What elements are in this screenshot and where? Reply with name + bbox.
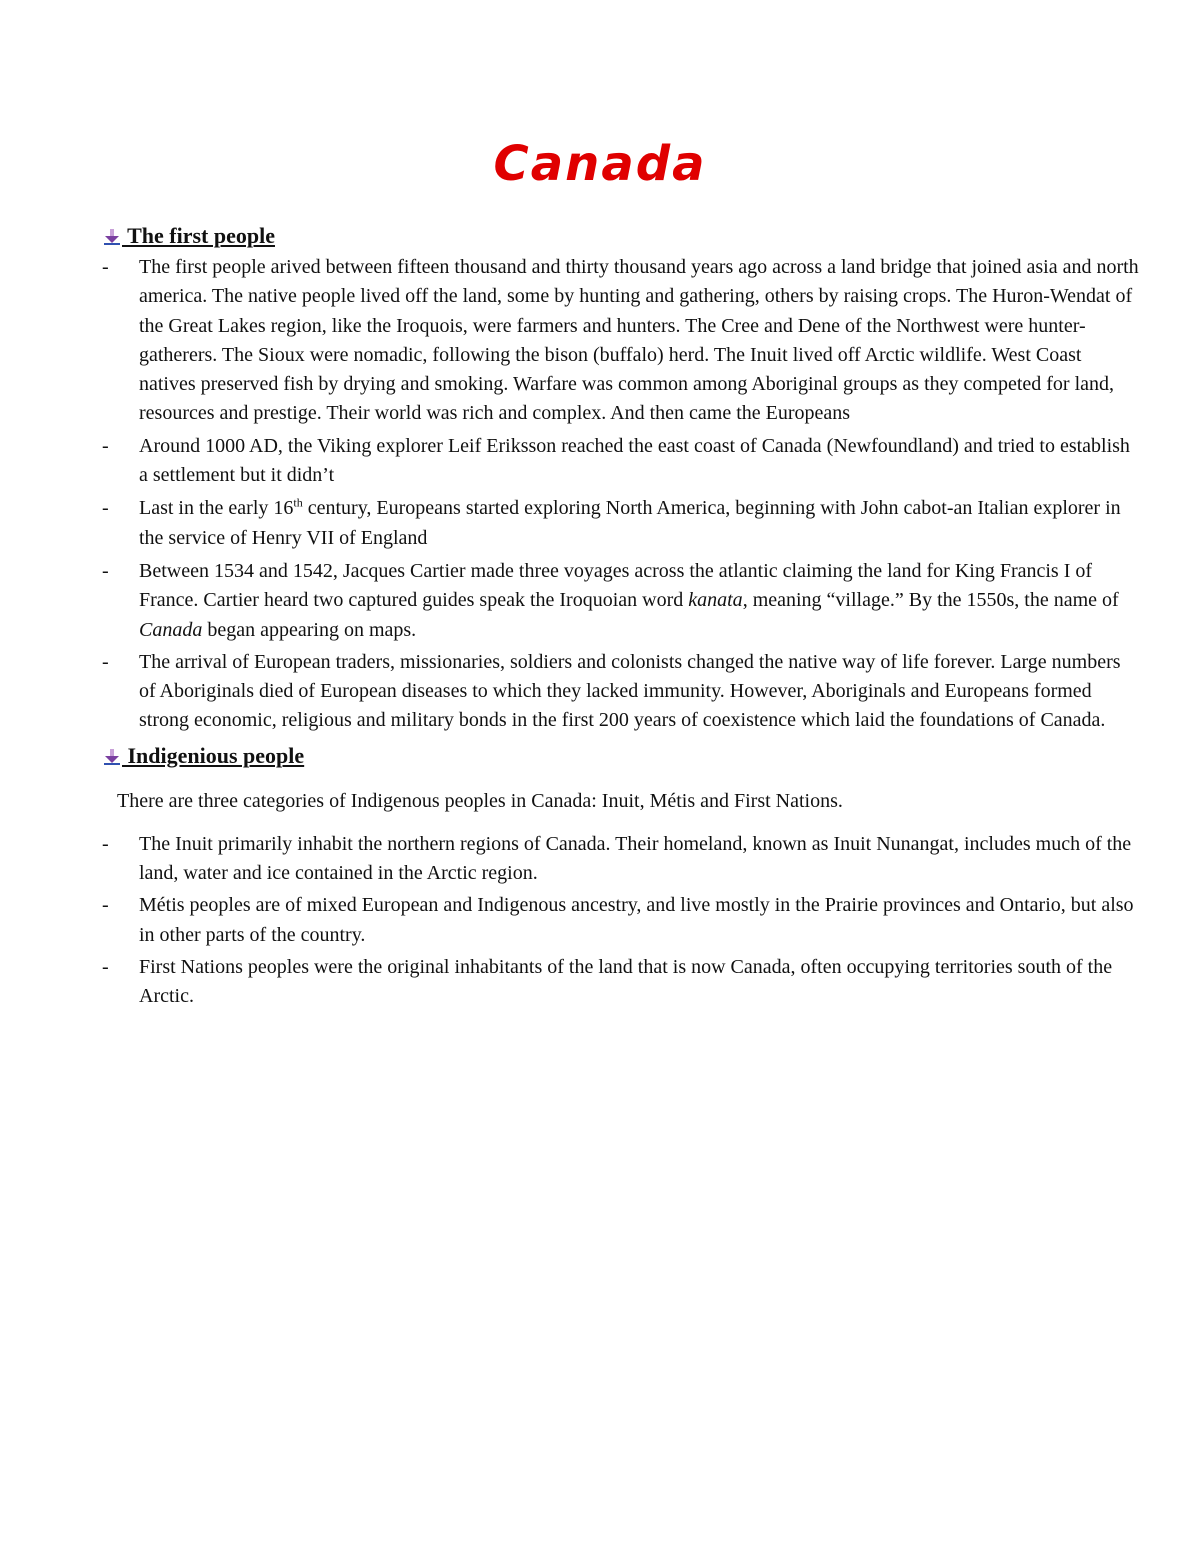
dash-bullet: -	[102, 256, 109, 278]
list-item-text: Around 1000 AD, the Viking explorer Leif Eriksson reached the east coast of Canada (Newfoundland) and tried to establish a settlement but it didn’t	[139, 434, 1130, 487]
list-item	[102, 557, 1142, 645]
list-item-text: Métis peoples are of mixed European and Indigenous ancestry, and live mostly in the Prairie provinces and Ontario, but also in other parts of the country.	[139, 894, 1134, 946]
list-item-text-part: , meaning “village.” By the 1550s, the name of	[742, 589, 1119, 612]
document-title: Canada	[493, 136, 707, 192]
list-item-text-part: Between 1534 and 1542, Jacques Cartier made three voyages across the atlantic claiming the land for King Francis I of France. Cartier heard two captured guides speak the Iroquoian word	[139, 559, 1093, 612]
list-item	[102, 648, 1142, 736]
list-item	[102, 253, 1142, 429]
arrow-down-bullet-icon	[102, 226, 122, 246]
first-people-list	[102, 253, 1142, 736]
list-item-text: The Inuit primarily inhabit the northern regions of Canada. Their homeland, known as Inuit Nunangat, includes much of the land, water and ice contained in the Arctic region.	[139, 832, 1132, 885]
superscript-text: th	[293, 495, 303, 510]
list-item-text-part: century, Europeans started exploring North America, beginning with John cabot-an Italian explorer in the service of Henry VII of England	[139, 497, 1121, 549]
document-body	[102, 219, 1142, 1015]
dash-bullet: -	[102, 894, 109, 917]
list-item	[102, 432, 1142, 491]
italic-word: kanata	[688, 589, 743, 612]
list-item	[102, 891, 1142, 950]
list-item	[102, 494, 1142, 553]
indigenous-people-list	[102, 830, 1142, 1012]
section-heading-indigenious-people	[102, 739, 1142, 773]
dash-bullet: -	[102, 955, 109, 978]
list-item	[102, 830, 1142, 889]
list-item-text: The first people arived between fifteen thousand and thirty thousand years ago across a land bridge that joined asia and north america. The native people lived off the land, some by hunting and gathering, others by raising crops. The Huron-Wendat of the Great Lakes region, like the Iroquois, were farmers and hunters. The Cree and Dene of the Northwest were hunter-gatherers. The Sioux were nomadic, following the bison (buffalo) herd. The Inuit lived off Arctic wildlife. West Coast natives preserved fish by drying and smoking. Warfare was common among Aboriginal groups as they competed for land, resources and prestige. Their world was rich and complex. And then came the Europeans	[139, 256, 1139, 425]
list-item-text-part: Last in the early 16	[139, 497, 294, 520]
italic-word: Canada	[139, 618, 203, 641]
dash-bullet: -	[102, 832, 109, 855]
dash-bullet: -	[102, 497, 109, 520]
dash-bullet: -	[102, 650, 109, 673]
dash-bullet: -	[102, 434, 109, 457]
section-intro: There are three categories of Indigenous peoples in Canada: Inuit, Métis and First Nations.	[117, 789, 843, 812]
section-heading-first-people	[102, 219, 1142, 253]
section-heading-text: Indigenious people	[122, 742, 305, 768]
list-item-text: The arrival of European traders, missionaries, soldiers and colonists changed the native way of life forever. Large numbers of Aboriginals died of European diseases to which they lacked immunity. However, Aboriginals and Europeans formed strong economic, religious and military bonds in the first 200 years of coexistence which laid the foundations of Canada.	[139, 650, 1121, 732]
section-heading-text: The first people	[122, 223, 275, 248]
list-item	[102, 953, 1142, 1012]
list-item-text: First Nations peoples were the original inhabitants of the land that is now Canada, often occupying territories south of the Arctic.	[139, 955, 1113, 1008]
list-item-text-part: began appearing on maps.	[202, 618, 417, 641]
dash-bullet: -	[102, 559, 109, 582]
arrow-down-bullet-icon	[102, 746, 122, 766]
